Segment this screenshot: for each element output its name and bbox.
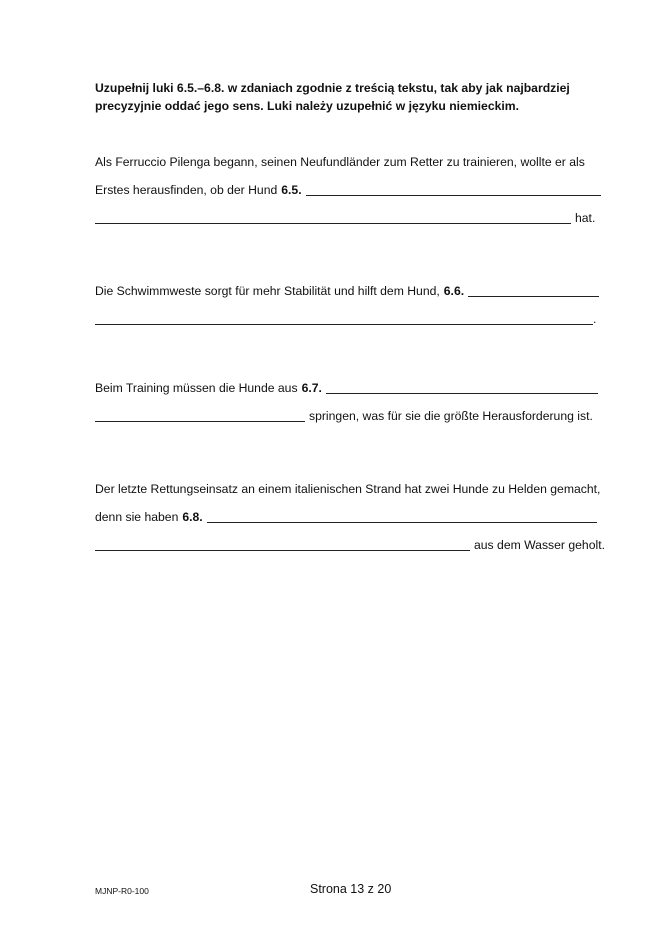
answer-blank-6-5-b[interactable] — [95, 211, 571, 224]
item-number-6-5: 6.5. — [281, 183, 302, 197]
item-6-7-line-1: Beim Training müssen die Hunde aus 6.7. — [95, 380, 598, 396]
item-6-6-line-2: . — [95, 311, 596, 327]
item-6-8-line-1: Der letzte Rettungseinsatz an einem italienischen Strand hat zwei Hunde zu Helden gemacht, — [95, 482, 601, 496]
task-instruction: Uzupełnij luki 6.5.–6.8. w zdaniach zgodnie z treścią tekstu, tak aby jak najbardziej precyzyjnie oddać jego sens. Luki należy uzupełnić w języku niemieckim. — [95, 81, 570, 113]
page-number: Strona 13 z 20 — [310, 882, 392, 896]
item-6-8-line-2: denn sie haben 6.8. — [95, 509, 597, 525]
answer-blank-6-8-a[interactable] — [207, 510, 597, 523]
item-6-7-line-2: springen, was für sie die größte Herausforderung ist. — [95, 408, 593, 424]
answer-blank-6-8-b[interactable] — [95, 538, 470, 551]
item-6-6-line-1: Die Schwimmweste sorgt für mehr Stabilität und hilft dem Hund, 6.6. — [95, 283, 599, 299]
item-6-5-line-3: hat. — [95, 210, 595, 226]
item-6-5-line-1: Als Ferruccio Pilenga begann, seinen Neufundländer zum Retter zu trainieren, wollte er als — [95, 155, 585, 169]
item-number-6-8: 6.8. — [182, 510, 203, 524]
item-6-5-line-2: Erstes herausfinden, ob der Hund 6.5. — [95, 182, 601, 198]
answer-blank-6-6-b[interactable] — [95, 312, 593, 325]
item-number-6-7: 6.7. — [301, 381, 322, 395]
document-code: MJNP-R0-100 — [95, 886, 149, 896]
item-number-6-6: 6.6. — [443, 284, 465, 298]
answer-blank-6-5-a[interactable] — [306, 183, 601, 196]
answer-blank-6-6-a[interactable] — [468, 284, 599, 297]
answer-blank-6-7-a[interactable] — [326, 381, 598, 394]
answer-blank-6-7-b[interactable] — [95, 409, 305, 422]
item-6-8-line-3: aus dem Wasser geholt. — [95, 537, 605, 553]
